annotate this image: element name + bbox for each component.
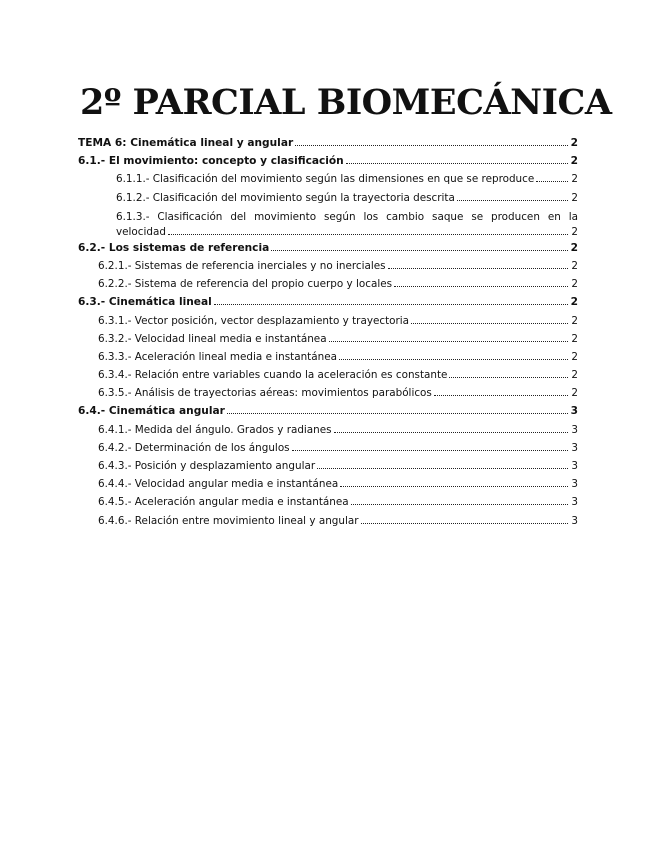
toc-entry-text-continued: velocidad [116, 225, 166, 238]
toc-page-number: 2 [571, 387, 578, 400]
toc-entry-text: 6.1.3.- Clasificación del movimiento según los cambio saque se producen en la [116, 210, 578, 223]
toc-dot-leader [227, 413, 568, 414]
toc-entry-text: 6.1.- El movimiento: concepto y clasificación [78, 155, 344, 168]
toc-dot-leader [214, 304, 568, 305]
toc-entry[interactable] [78, 478, 578, 496]
toc-entry-text: 6.3.- Cinemática lineal [78, 296, 212, 309]
toc-dot-leader [292, 450, 568, 451]
toc-entry[interactable] [78, 387, 578, 405]
toc-page-number: 2 [570, 241, 578, 254]
toc-entry[interactable] [78, 260, 578, 278]
toc-page-number: 2 [571, 314, 578, 327]
toc-entry-text: 6.4.- Cinemática angular [78, 405, 225, 418]
toc-page-number: 3 [571, 423, 578, 436]
toc-page-number: 3 [571, 441, 578, 454]
toc-dot-leader [536, 181, 568, 182]
toc-entry-text: 6.2.- Los sistemas de referencia [78, 241, 270, 254]
toc-entry-text: TEMA 6: Cinemática lineal y angular [78, 137, 294, 149]
toc-entry[interactable] [78, 460, 578, 478]
toc-entry[interactable] [78, 515, 578, 533]
toc-entry-text: 6.4.3.- Posición y desplazamiento angular [98, 460, 316, 472]
toc-entry-text: 6.2.1.- Sistemas de referencia inerciales y no inerciales [98, 259, 386, 272]
toc-entry[interactable] [78, 242, 578, 260]
toc-entry-text: 6.4.1.- Medida del ángulo. Grados y radianes [98, 423, 332, 436]
toc-entry[interactable] [78, 315, 578, 333]
toc-dot-leader [168, 234, 568, 235]
toc-dot-leader [339, 359, 568, 360]
toc-dot-leader [411, 323, 568, 324]
toc-dot-leader [434, 395, 568, 396]
toc-entry[interactable] [78, 296, 578, 314]
toc-dot-leader [457, 200, 568, 201]
table-of-contents [78, 137, 578, 533]
toc-entry-text: 6.1.2.- Clasificación del movimiento según la trayectoria descrita [116, 191, 455, 204]
toc-page-number: 2 [571, 350, 578, 363]
toc-dot-leader [295, 145, 568, 146]
toc-entry[interactable] [78, 333, 578, 351]
toc-page-number: 2 [570, 155, 578, 168]
toc-entry[interactable] [78, 278, 578, 296]
toc-dot-leader [329, 341, 568, 342]
toc-entry-text: 6.4.6.- Relación entre movimiento lineal y angular [98, 514, 359, 527]
toc-page-number: 2 [571, 225, 578, 238]
toc-page-number: 3 [571, 514, 578, 527]
toc-entry[interactable] [78, 351, 578, 369]
toc-dot-leader [346, 163, 568, 164]
toc-entry[interactable] [78, 424, 578, 442]
toc-entry[interactable] [78, 155, 578, 173]
toc-page-number: 2 [571, 278, 578, 291]
toc-entry-text: 6.4.4.- Velocidad angular media e instantánea [98, 478, 339, 491]
toc-entry-text: 6.3.4.- Relación entre variables cuando la aceleración es constante [98, 369, 448, 382]
toc-page-number: 2 [571, 173, 578, 186]
toc-entry-text: 6.4.2.- Determinación de los ángulos [98, 441, 290, 454]
toc-entry-text: 6.3.2.- Velocidad lineal media e instantánea [98, 332, 327, 345]
toc-entry[interactable] [78, 369, 578, 387]
toc-entry-text: 6.2.2.- Sistema de referencia del propio cuerpo y locales [98, 278, 393, 291]
toc-entry[interactable] [78, 173, 578, 191]
toc-entry[interactable] [78, 496, 578, 514]
toc-entry[interactable] [78, 137, 578, 155]
toc-dot-leader [271, 250, 568, 251]
toc-page-number: 3 [571, 496, 578, 509]
toc-page-number: 2 [570, 296, 578, 309]
toc-dot-leader [317, 468, 568, 469]
toc-dot-leader [351, 504, 568, 505]
toc-dot-leader [340, 486, 568, 487]
toc-entry-text: 6.3.3.- Aceleración lineal media e instantánea [98, 350, 337, 363]
toc-entry[interactable] [78, 210, 578, 240]
toc-dot-leader [394, 286, 568, 287]
toc-dot-leader [334, 432, 568, 433]
toc-page-number: 2 [571, 259, 578, 272]
toc-entry[interactable] [78, 405, 578, 423]
toc-page-number: 3 [571, 478, 578, 491]
toc-page-number: 2 [571, 191, 578, 204]
toc-entry-text: 6.3.5.- Análisis de trayectorias aéreas: movimientos parabólicos [98, 387, 432, 400]
toc-dot-leader [361, 523, 569, 524]
document-title: 2º PARCIAL BIOMECÁNICA [80, 82, 612, 123]
toc-page-number: 2 [571, 332, 578, 345]
toc-dot-leader [449, 377, 568, 378]
toc-page-number: 3 [570, 405, 578, 418]
toc-page-number: 2 [570, 137, 578, 149]
toc-dot-leader [388, 268, 568, 269]
toc-page-number: 2 [571, 369, 578, 382]
toc-entry-text: 6.1.1.- Clasificación del movimiento según las dimensiones en que se reproduce [116, 173, 535, 186]
toc-page-number: 3 [571, 460, 578, 472]
toc-entry-text: 6.4.5.- Aceleración angular media e instantánea [98, 496, 349, 509]
toc-entry[interactable] [78, 192, 578, 210]
toc-entry[interactable] [78, 442, 578, 460]
toc-entry-text: 6.3.1.- Vector posición, vector desplazamiento y trayectoria [98, 314, 410, 327]
